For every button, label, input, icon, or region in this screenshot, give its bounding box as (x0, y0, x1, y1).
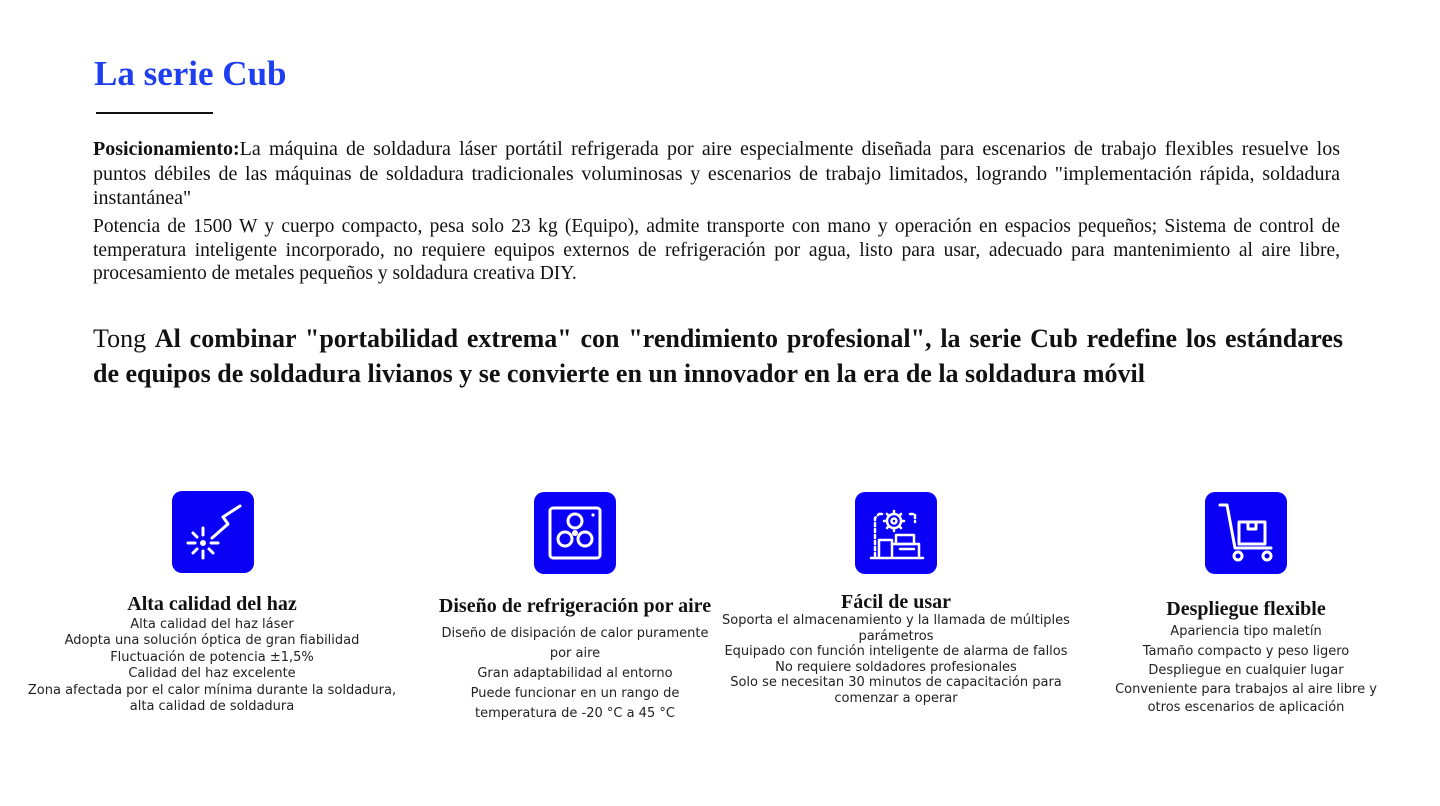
positioning-label: Posicionamiento: (93, 138, 240, 160)
feature-description (1096, 622, 1396, 717)
hand-truck-icon (1205, 492, 1287, 574)
feature-description (716, 613, 1076, 706)
feature-line: Calidad del haz excelente (128, 666, 296, 682)
feature-line: Adopta una solución óptica de gran fiabilidad (64, 633, 360, 649)
positioning-paragraph (93, 137, 1340, 211)
feature-easy-to-use (716, 490, 1076, 730)
feature-line: comenzar a operar (834, 690, 958, 706)
feature-line: parámetros (858, 628, 934, 644)
feature-line: Zona afectada por el calor mínima durante la soldadura, (27, 682, 397, 698)
feature-line: Despliegue en cualquier lugar (1148, 663, 1344, 679)
laser-beam-icon (172, 491, 254, 573)
feature-flexible-deployment (1096, 490, 1396, 730)
feature-line: por aire (549, 646, 601, 661)
feature-air-cooling (425, 490, 725, 730)
title-underline (96, 112, 213, 114)
feature-line: alta calidad de soldadura (129, 699, 295, 715)
feature-line: Conveniente para trabajos al aire libre y (1115, 681, 1377, 697)
page-title: La serie Cub (94, 54, 287, 93)
feature-line: otros escenarios de aplicación (1147, 699, 1345, 715)
summary-lead: Tong (93, 324, 155, 353)
feature-description (425, 624, 725, 724)
feature-beam-quality (20, 490, 404, 730)
feature-line: Gran adaptabilidad al entorno (477, 666, 673, 681)
cooling-fan-icon (534, 492, 616, 574)
feature-line: Soporta el almacenamiento y la llamada de múltiples (722, 613, 1070, 628)
feature-line: Apariencia tipo maletín (1170, 624, 1322, 639)
feature-line: Alta calidad del haz láser (130, 617, 294, 632)
feature-line: Tamaño compacto y peso ligero (1142, 643, 1350, 659)
feature-line: temperatura de -20 °C a 45 °C (475, 706, 675, 721)
feature-line: Puede funcionar en un rango de (470, 686, 680, 701)
feature-title: Diseño de refrigeración por aire (438, 595, 712, 617)
summary-text: Al combinar "portabilidad extrema" con "rendimiento profesional", la serie Cub redefine los estándares de equipos de soldadura livianos y se convierte en un innovador en la era de la soldadura móvil (93, 324, 1343, 388)
positioning-text: La máquina de soldadura láser portátil refrigerada por aire especialmente diseñada para escenarios de trabajo flexibles resuelve los puntos débiles de las máquinas de soldadura tradicionales voluminosas y escenarios de trabajo limitados, logrando "implementación rápida, soldadura instantánea" (93, 138, 1340, 209)
feature-line: Solo se necesitan 30 minutos de capacitación para (730, 675, 1062, 690)
specs-paragraph: Potencia de 1500 W y cuerpo compacto, pesa solo 23 kg (Equipo), admite transporte con mano y operación en espacios pequeños; Sistema de control de temperatura inteligente incorporado, no requiere equipos externos de refrigeración por agua, listo para usar, adecuado para mantenimiento al aire libre, procesamiento de metales pequeños y soldadura creativa DIY. (93, 216, 1340, 284)
feature-line: No requiere soldadores profesionales (775, 659, 1017, 675)
feature-title: Despliegue flexible (1166, 598, 1326, 620)
feature-description (20, 617, 404, 715)
feature-line: Diseño de disipación de calor puramente (441, 626, 709, 641)
machine-settings-icon (855, 492, 937, 574)
feature-line: Equipado con función inteligente de alarma de fallos (724, 644, 1068, 659)
feature-title: Alta calidad del haz (127, 593, 297, 615)
feature-title: Fácil de usar (841, 591, 951, 613)
summary-statement (93, 321, 1343, 391)
feature-line: Fluctuación de potencia ±1,5% (110, 649, 314, 665)
